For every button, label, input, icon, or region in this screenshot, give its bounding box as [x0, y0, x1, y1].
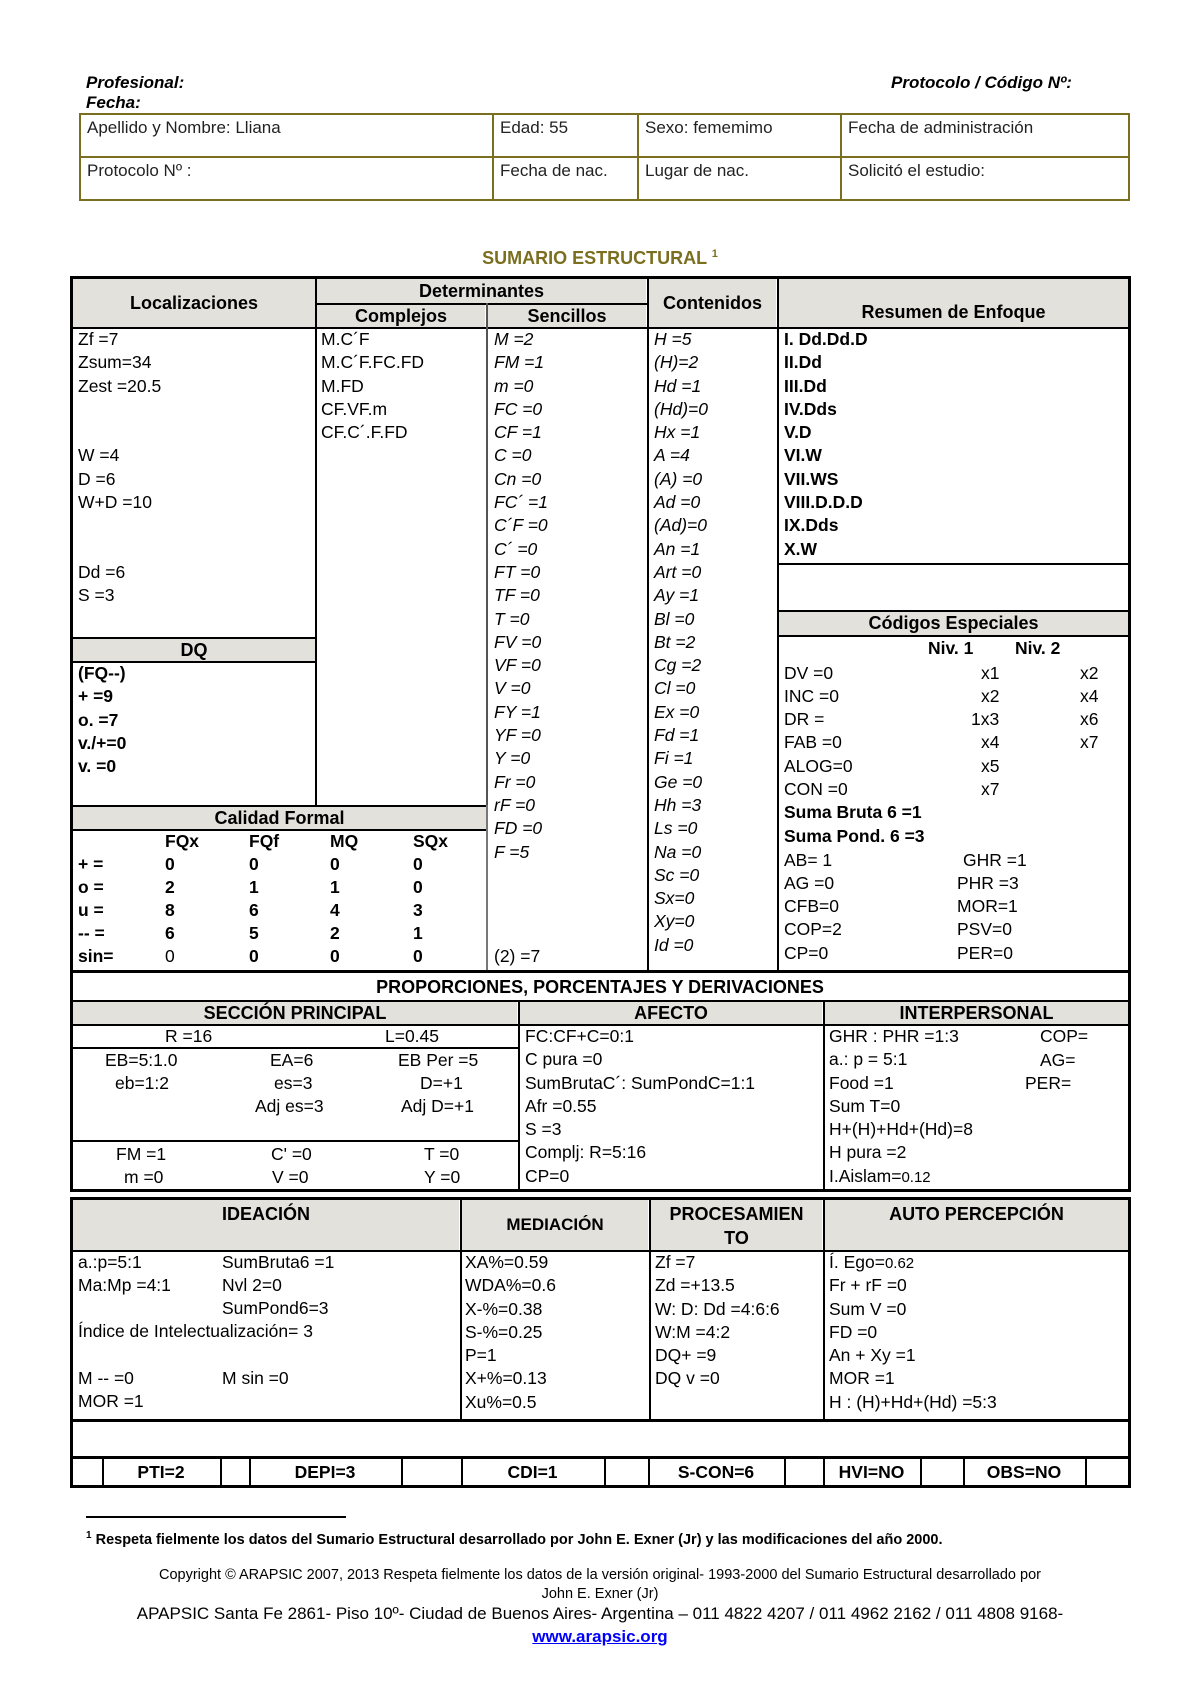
calidad-col-sqx: SQx — [413, 831, 449, 851]
mediacion-item: WDA%=0.6 — [465, 1275, 556, 1296]
website-row — [0, 1627, 1200, 1647]
contenido-item: Ex =0 — [654, 701, 700, 722]
index-cdi: CDI=1 — [507, 1462, 558, 1482]
calidad-cell: 3 — [413, 900, 423, 920]
mediacion-item: X-%=0.38 — [465, 1298, 543, 1319]
calidad-col-mq: MQ — [330, 831, 359, 851]
autopercepcion-list — [829, 1251, 997, 1414]
loc-w: W =4 — [78, 445, 120, 466]
afecto-item: CP=0 — [525, 1165, 570, 1186]
resumen-item: VIII.D.D.D — [784, 492, 863, 513]
calidad-col-fqf: FQf — [249, 831, 280, 851]
contenido-item: Hd =1 — [654, 375, 702, 396]
codigos-especiales-header: Códigos Especiales — [779, 612, 1128, 635]
interpersonal-item: Sum T=0 — [829, 1095, 901, 1116]
sencillo-item: C´ =0 — [494, 538, 538, 559]
procesamiento-item: DQ v =0 — [655, 1368, 720, 1389]
calidad-cell: 0 — [330, 946, 340, 966]
calidad-row-label: sin= — [78, 946, 114, 966]
afecto-item: C pura =0 — [525, 1049, 603, 1070]
codigo-extra: AB= 1 — [784, 850, 833, 870]
loc-blank — [78, 538, 161, 561]
contenido-item: A =4 — [654, 445, 690, 466]
codigo-extra: CP=0 — [784, 943, 829, 963]
calidad-col-fqx: FQx — [165, 831, 200, 851]
footnote: $^1$ Respeta fielmente los datos del Sumario Estructural desarrollado por John E. Exner (Jr) y las modificaciones del año 2000. — [86, 1530, 943, 1548]
autopercepcion-item: H : (H)+Hd+(Hd) =5:3 — [829, 1391, 997, 1412]
contenido-item: Ad =0 — [654, 492, 701, 513]
ideacion-ap: a.:p=5:1 — [78, 1252, 142, 1272]
sencillos-pares: (2) =7 — [494, 946, 541, 966]
sp-y: Y =0 — [424, 1167, 461, 1187]
interpersonal-item: I.Aislam=0.12 — [829, 1165, 931, 1186]
contenido-item: H =5 — [654, 329, 692, 349]
autopercepcion-item: Fr + rF =0 — [829, 1275, 907, 1296]
contenido-item: Sx=0 — [654, 888, 695, 909]
codigo-extra: PER=0 — [957, 943, 1013, 963]
codigo-extra: CFB=0 — [784, 896, 839, 916]
resumen-header: Resumen de Enfoque — [779, 279, 1128, 327]
calidad-cell: 0 — [165, 946, 175, 966]
codigo-item: FAB =0 — [784, 732, 842, 752]
contenido-item: Bl =0 — [654, 608, 695, 629]
afecto-header: AFECTO — [520, 1002, 822, 1024]
contenido-item: Xy=0 — [654, 911, 695, 932]
mediacion-header: MEDIACIÓN — [462, 1200, 648, 1250]
loc-d: D =6 — [78, 468, 116, 489]
copyright-line: Copyright © ARAPSIC 2007, 2013 Respeta fielmente los datos de la versión original- 1993-2000 del Sumario Estructural desarrollado por — [159, 1567, 1041, 1583]
codigo-extra: COP=2 — [784, 919, 842, 939]
codigo-extra: MOR=1 — [957, 896, 1018, 916]
contenido-item: Sc =0 — [654, 864, 700, 885]
calidad-cell: 0 — [249, 946, 259, 966]
loc-blank — [78, 421, 161, 444]
sp-v: V =0 — [272, 1167, 309, 1187]
contenido-item: Cg =2 — [654, 655, 702, 676]
calidad-cell: 0 — [413, 946, 423, 966]
calidad-cell: 0 — [330, 854, 340, 874]
fecha-label: Fecha: — [86, 93, 141, 112]
loc-dd: Dd =6 — [78, 561, 126, 582]
contenido-item: (Ad)=0 — [654, 515, 708, 536]
procesamiento-item: W:M =4:2 — [655, 1321, 731, 1342]
ideacion-sumpond: SumPond6=3 — [222, 1298, 329, 1318]
calidad-cell: 6 — [165, 923, 175, 943]
sp-adjes: Adj es=3 — [255, 1096, 324, 1116]
sp-fm: FM =1 — [116, 1144, 167, 1164]
calidad-cell: 4 — [330, 900, 340, 920]
codigo-niv1: x1 — [981, 663, 1000, 683]
interpersonal-per: PER= — [1025, 1073, 1072, 1093]
patient-name-cell: Apellido y Nombre: Lliana — [81, 115, 494, 158]
dq-list — [78, 662, 126, 778]
sp-adjd: Adj D=+1 — [401, 1096, 474, 1116]
complejo-item: M.C´F — [321, 329, 370, 349]
calidad-cell: 0 — [165, 854, 175, 874]
protocolo-codigo-label: Protocolo / Código Nº: — [891, 73, 1072, 92]
interpersonal-cop: COP= — [1040, 1026, 1089, 1046]
complejo-item: M.FD — [321, 375, 364, 396]
admin-date-cell: Fecha de administración — [842, 115, 1128, 158]
codigo-niv1: x7 — [981, 779, 1000, 799]
mediacion-item: X+%=0.13 — [465, 1368, 547, 1389]
sencillo-item: FC =0 — [494, 398, 543, 419]
autopercepcion-item: An + Xy =1 — [829, 1345, 916, 1366]
ideacion-sumbruta: SumBruta6 =1 — [222, 1252, 335, 1272]
calidad-formal-header: Calidad Formal — [73, 807, 486, 829]
resumen-item: III.Dd — [784, 375, 827, 396]
contenido-item: (H)=2 — [654, 352, 699, 373]
patient-info-table — [79, 113, 1130, 201]
codigo-item: CON =0 — [784, 779, 848, 799]
contenido-item: Ls =0 — [654, 818, 698, 839]
sencillo-item: Cn =0 — [494, 468, 542, 489]
calidad-cell: 2 — [165, 877, 175, 897]
resumen-item: II.Dd — [784, 352, 822, 373]
contenido-item: Ay =1 — [654, 585, 700, 606]
interpersonal-item: a.: p = 5:1 — [829, 1049, 908, 1070]
codigo-niv2: x4 — [1080, 686, 1099, 706]
sencillo-item: FC´ =1 — [494, 492, 548, 513]
calidad-cell: 8 — [165, 900, 175, 920]
afecto-item: SumBrutaC´: SumPondC=1:1 — [525, 1072, 756, 1093]
birth-date-cell: Fecha de nac. — [494, 158, 639, 199]
localizaciones-list — [78, 328, 161, 608]
codigo-extra: GHR =1 — [963, 850, 1027, 870]
sencillos-list — [494, 328, 548, 864]
autopercepcion-item: MOR =1 — [829, 1368, 895, 1389]
address-line: APAPSIC Santa Fe 2861- Piso 10º- Ciudad de Buenos Aires- Argentina – 011 4822 4207 / 011 4962 2162 / 011 4808 9168- — [136, 1604, 1064, 1623]
mediacion-item: P=1 — [465, 1345, 497, 1366]
codigo-niv2: x6 — [1080, 709, 1099, 729]
interpersonal-item: H pura =2 — [829, 1142, 907, 1163]
ideacion-intelectualizacion: Índice de Intelectualización= 3 — [78, 1321, 313, 1341]
sencillo-item: Y =0 — [494, 748, 531, 769]
complejo-item: M.C´F.FC.FD — [321, 352, 425, 373]
sencillo-item: F =5 — [494, 841, 530, 862]
index-hvi: HVI=NO — [838, 1462, 905, 1482]
contenido-item: Fi =1 — [654, 748, 694, 769]
afecto-item: Complj: R=5:16 — [525, 1142, 647, 1163]
calidad-cell: 1 — [249, 877, 259, 897]
sp-ebper: EB Per =5 — [398, 1050, 479, 1070]
sencillo-item: C´F =0 — [494, 515, 548, 536]
procesamiento-header: PROCESAMIEN TO — [651, 1200, 822, 1250]
calidad-cell: 5 — [249, 923, 259, 943]
codigo-niv2: x2 — [1080, 663, 1099, 683]
calidad-cell: 0 — [249, 854, 259, 874]
afecto-list — [525, 1025, 755, 1188]
afecto-item: FC:CF+C=0:1 — [525, 1026, 634, 1046]
loc-s: S =3 — [78, 585, 115, 606]
ideacion-mor: MOR =1 — [78, 1391, 144, 1411]
procesamiento-item: DQ+ =9 — [655, 1345, 717, 1366]
protocol-number-cell: Protocolo Nº : — [81, 158, 494, 199]
afecto-item: Afr =0.55 — [525, 1095, 597, 1116]
sp-t: T =0 — [424, 1144, 460, 1164]
contenido-item: An =1 — [654, 538, 701, 559]
profesional-label: Profesional: — [86, 73, 185, 92]
complejo-item: CF.C´.F.FD — [321, 422, 408, 443]
index-pti: PTI=2 — [137, 1462, 185, 1482]
sencillo-item: m =0 — [494, 375, 534, 396]
contenido-item: Na =0 — [654, 841, 702, 862]
index-scon: S-CON=6 — [677, 1462, 755, 1482]
complejos-header: Complejos — [317, 305, 485, 327]
codigo-niv2: x7 — [1080, 732, 1099, 752]
contenido-item: Bt =2 — [654, 631, 696, 652]
loc-zest: Zest =20.5 — [78, 375, 162, 396]
contenido-item: Ge =0 — [654, 771, 703, 792]
calidad-row-label: o = — [78, 877, 104, 897]
contenidos-list — [654, 328, 708, 957]
resumen-item: VI.W — [784, 445, 822, 466]
dq-item: v./+=0 — [78, 732, 127, 753]
procesamiento-item: Zd =+13.5 — [655, 1275, 735, 1296]
sp-eb: EB=5:1.0 — [105, 1050, 178, 1070]
sp-es: es=3 — [274, 1073, 313, 1093]
sencillo-item: YF =0 — [494, 725, 541, 746]
niv1-label: Niv. 1 — [928, 638, 974, 658]
ideacion-mminus: M -- =0 — [78, 1368, 134, 1388]
sencillo-item: V =0 — [494, 678, 531, 699]
calidad-row-label: -- = — [78, 923, 105, 943]
index-depi: DEPI=3 — [294, 1462, 356, 1482]
contenido-item: Fd =1 — [654, 725, 700, 746]
patient-sex-cell: Sexo: fememimo — [639, 115, 842, 158]
interpersonal-item: Food =1 — [829, 1072, 894, 1093]
resumen-item: VII.WS — [784, 468, 839, 489]
resumen-list — [784, 328, 868, 561]
localizaciones-header: Localizaciones — [73, 279, 315, 327]
contenido-item: (Hd)=0 — [654, 398, 708, 419]
contenido-item: Hx =1 — [654, 422, 701, 443]
loc-zsum: Zsum=34 — [78, 352, 152, 373]
sp-d: D=+1 — [420, 1073, 463, 1093]
sp-l: L=0.45 — [385, 1026, 440, 1046]
sp-ebl: eb=1:2 — [115, 1073, 170, 1093]
birth-place-cell: Lugar de nac. — [639, 158, 842, 199]
interpersonal-list — [829, 1025, 973, 1188]
dq-item: o. =7 — [78, 709, 119, 730]
afecto-item: S =3 — [525, 1119, 562, 1140]
footnote-rule — [86, 1516, 346, 1518]
mediacion-item: XA%=0.59 — [465, 1252, 549, 1272]
loc-zf: Zf =7 — [78, 329, 119, 349]
sencillo-item: FT =0 — [494, 561, 541, 582]
mediacion-item: S-%=0.25 — [465, 1321, 543, 1342]
patient-age-cell: Edad: 55 — [494, 115, 639, 158]
sp-r: R =16 — [165, 1026, 213, 1046]
sp-ea: EA=6 — [270, 1050, 314, 1070]
sencillo-item: TF =0 — [494, 585, 540, 606]
sencillo-item: FV =0 — [494, 631, 542, 652]
contenido-item: Cl =0 — [654, 678, 696, 699]
ideacion-mamp: Ma:Mp =4:1 — [78, 1275, 171, 1295]
ideacion-header: IDEACIÓN — [73, 1200, 459, 1250]
calidad-cell: 1 — [330, 877, 340, 897]
contenido-item: Hh =3 — [654, 794, 702, 815]
sencillo-item: rF =0 — [494, 794, 536, 815]
codigo-item: INC =0 — [784, 686, 839, 706]
dq-item: + =9 — [78, 686, 114, 707]
codigo-item: DV =0 — [784, 663, 834, 683]
proporciones-title: PROPORCIONES, PORCENTAJES Y DERIVACIONES — [376, 977, 824, 997]
calidad-cell: 1 — [413, 923, 423, 943]
codigo-item: ALOG=0 — [784, 756, 853, 776]
codigo-niv1: x5 — [981, 756, 1000, 776]
suma-bruta: Suma Bruta 6 =1 — [784, 802, 922, 822]
codigo-item: DR = — [784, 709, 825, 729]
sencillo-item: CF =1 — [494, 422, 542, 443]
loc-blank — [78, 398, 161, 421]
loc-blank — [78, 514, 161, 537]
sencillo-item: C =0 — [494, 445, 532, 466]
sencillo-item: T =0 — [494, 608, 530, 629]
codigo-extra: PHR =3 — [957, 873, 1019, 893]
calidad-cell: 2 — [330, 923, 340, 943]
complejos-list — [321, 328, 424, 444]
autopercepcion-ego: Í. Ego=0.62 — [829, 1252, 915, 1272]
resumen-item: IX.Dds — [784, 515, 839, 536]
resumen-item: IV.Dds — [784, 398, 837, 419]
interpersonal-ag: AG= — [1040, 1050, 1076, 1070]
loc-wd: W+D =10 — [78, 492, 152, 513]
ideacion-msin: M sin =0 — [222, 1368, 289, 1388]
sencillo-item: Fr =0 — [494, 771, 536, 792]
autopercepcion-header: AUTO PERCEPCIÓN — [825, 1200, 1128, 1250]
codigo-extra: AG =0 — [784, 873, 835, 893]
dq-header: DQ — [73, 639, 315, 661]
ideacion-nvl2: Nvl 2=0 — [222, 1275, 282, 1295]
resumen-item: X.W — [784, 538, 818, 559]
contenidos-header: Contenidos — [649, 279, 776, 327]
interpersonal-item: GHR : PHR =1:3 — [829, 1026, 959, 1046]
index-obs: OBS=NO — [986, 1462, 1062, 1482]
requested-by-cell: Solicitó el estudio: — [848, 161, 986, 180]
sencillo-item: VF =0 — [494, 655, 541, 676]
codigo-niv1: x2 — [981, 686, 1000, 706]
suma-ponderada: Suma Pond. 6 =3 — [784, 826, 925, 846]
sp-m: m =0 — [124, 1167, 164, 1187]
codigo-extra: PSV=0 — [957, 919, 1012, 939]
procesamiento-item: W: D: Dd =4:6:6 — [655, 1298, 780, 1319]
dq-item: (FQ--) — [78, 663, 126, 683]
contenido-item: Id =0 — [654, 934, 694, 955]
procesamiento-item: Zf =7 — [655, 1252, 696, 1272]
autopercepcion-item: Sum V =0 — [829, 1298, 907, 1319]
blank-row — [70, 1419, 1131, 1459]
page-title: SUMARIO ESTRUCTURAL $^1$ — [482, 248, 718, 268]
seccion-principal-header: SECCIÓN PRINCIPAL — [73, 1002, 517, 1024]
resumen-item: V.D — [784, 422, 812, 443]
sp-cp: C' =0 — [271, 1144, 312, 1164]
sencillo-item: FY =1 — [494, 701, 541, 722]
codigo-niv1: 1x3 — [971, 709, 1000, 729]
complejo-item: CF.VF.m — [321, 398, 388, 419]
dq-item: v. =0 — [78, 756, 117, 777]
interpersonal-header: INTERPERSONAL — [825, 1002, 1128, 1024]
calidad-row-label: + = — [78, 854, 104, 874]
contenido-item: (A) =0 — [654, 468, 703, 489]
calidad-cell: 6 — [249, 900, 259, 920]
resumen-item: I. Dd.Dd.D — [784, 329, 868, 349]
procesamiento-list — [655, 1251, 780, 1391]
autopercepcion-item: FD =0 — [829, 1321, 878, 1342]
calidad-row-label: u = — [78, 900, 104, 920]
copyright-author: John E. Exner (Jr) — [541, 1586, 659, 1602]
website-link[interactable]: www.arapsic.org — [532, 1627, 668, 1646]
calidad-cell: 0 — [413, 854, 423, 874]
sencillo-item: FD =0 — [494, 818, 543, 839]
calidad-cell: 0 — [413, 877, 423, 897]
sencillo-item: FM =1 — [494, 352, 545, 373]
sencillo-item: M =2 — [494, 329, 534, 349]
determinantes-header: Determinantes — [317, 279, 646, 303]
codigo-niv1: x4 — [981, 732, 1000, 752]
mediacion-list — [465, 1251, 556, 1414]
contenido-item: Art =0 — [654, 561, 702, 582]
interpersonal-item: H+(H)+Hd+(Hd)=8 — [829, 1119, 973, 1140]
sencillos-header: Sencillos — [488, 305, 646, 327]
mediacion-item: Xu%=0.5 — [465, 1391, 537, 1412]
niv2-label: Niv. 2 — [1015, 638, 1061, 658]
